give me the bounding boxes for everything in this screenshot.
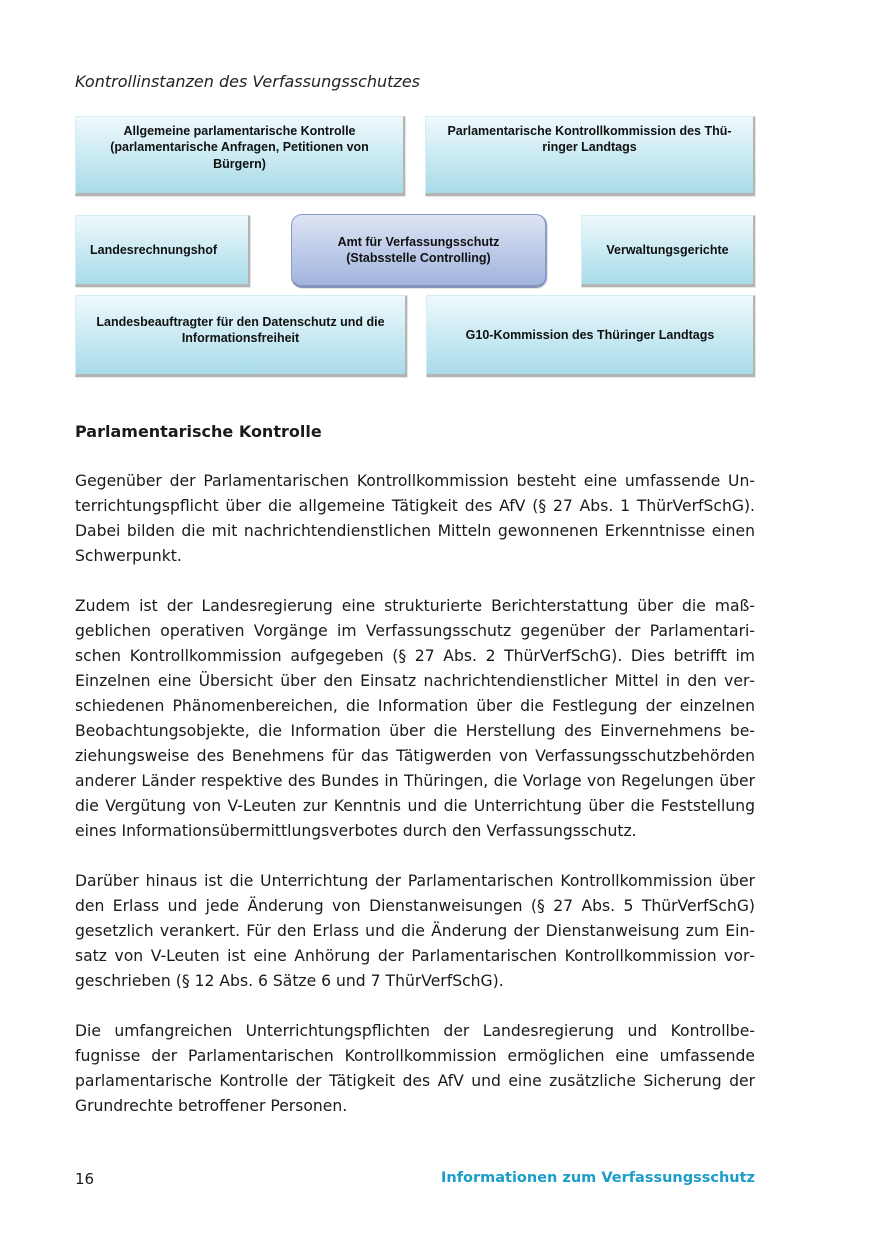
box-parliamentary-control-commission: Parlamentarische Kontrollkommission des Thüringer Landtags [425,116,755,196]
page-number: 16 [75,1170,95,1188]
paragraph-1: Gegenüber der Parlamentarischen Kontrollkommission besteht eine umfassende Unterrichtungspflicht über die allgemeine Tätigkeit des AfV (§ 27 Abs. 1 ThürVerfSchG). Dabei bilden die mit nachrichtendienstlichen Mitteln gewonnenen Erkenntnisse einen Schwerpunkt. [75,472,755,565]
box-administrative-courts: Verwaltungsgerichte [581,215,755,287]
box-data-protection-commissioner: Landesbeauftragter für den Datenschutz und die Informationsfreiheit [75,295,407,377]
paragraph-3: Darüber hinaus ist die Unterrichtung der Parlamentarischen Kontrollkommission über den Erlass und jede Änderung von Dienstanweisungen (§ 27 Abs. 5 ThürVerfSchG) gesetzlich verankert. Für den Erlass und die Änderung der Dienstanweisung zum Einsatz von V-Leuten ist eine Anhörung der Parlamentarischen Kontrollkommission vorgeschrieben (§ 12 Abs. 6 Sätze 6 und 7 ThürVerfSchG). [75,872,755,990]
publication-title: Informationen zum Verfassungsschutz [440,1170,755,1186]
box-general-parliamentary-control: Allgemeine parlamentarische Kontrolle (parlamentarische Anfragen, Petitionen von Bürgern) [75,116,405,196]
box-office-for-protection-of-constitution: Amt für Verfassungsschutz (Stabsstelle Controlling) [291,214,547,288]
paragraph-4: Die umfangreichen Unterrichtungspflichten der Landesregierung und Kontrollbefugnisse der Parlamentarischen Kontrollkommission ermöglichen eine umfassende parlamentarische Kontrolle der Tätigkeit des AfV und eine zusätzliche Sicherung der Grundrechte betroffener Personen. [75,1022,755,1115]
paragraph-2: Zudem ist der Landesregierung eine strukturierte Berichterstattung über die maßgeblichen operativen Vorgänge im Verfassungsschutz gegenüber der Parlamentarischen Kontrollkommission aufgegeben (§ 27 Abs. 2 ThürVerfSchG). Dies betrifft im Einzelnen eine Übersicht über den Einsatz nachrichtendienstlicher Mittel in den verschiedenen Phänomenbereichen, die Information über die Festlegung der einzelnen Beobachtungsobjekte, die Information über die Herstellung des Einvernehmens beziehungsweise des Benehmens für das Tätigwerden von Verfassungsschutzbehörden anderer Länder respektive des Bundes in Thüringen, die Vorlage von Regelungen über die Vergütung von V-Leuten zur Kenntnis und die Unterrichtung über die Feststellung eines Informationsübermittlungsverbotes durch den Verfassungsschutz. [75,597,755,840]
box-court-of-audit: Landesrechnungshof [75,215,250,287]
diagram-caption: Kontrollinstanzen des Verfassungsschutzes [75,72,420,91]
box-g10-commission: G10-Kommission des Thüringer Landtags [426,295,755,377]
section-heading: Parlamentarische Kontrolle [75,422,322,441]
